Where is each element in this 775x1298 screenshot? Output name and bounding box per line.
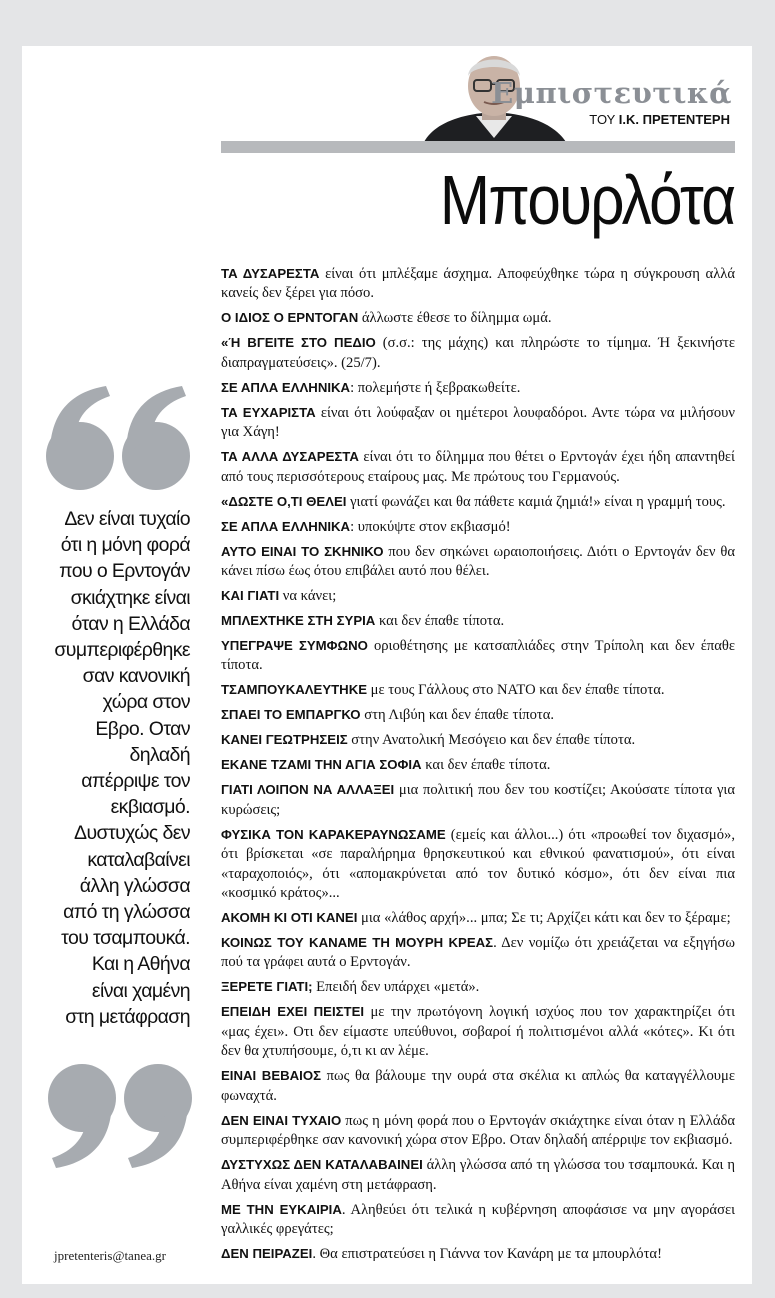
paragraph-lead: ΥΠΕΓΡΑΨΕ ΣΥΜΦΩΝΟ: [221, 638, 368, 654]
byline: [589, 112, 730, 127]
paragraph-text: . Δεν νομίζω ότι χρειάζεται να εξηγήσω πού τα γράφει αυτά ο Ερντογάν.: [221, 935, 735, 971]
pull-quote-line: δηλαδή: [129, 743, 190, 766]
article-paragraph: [221, 977, 735, 997]
pull-quote-line: απέρριψε τον: [81, 770, 190, 793]
article-paragraph: [221, 1111, 735, 1151]
article-paragraph: [221, 492, 735, 512]
paragraph-text: οριοθέτησης με κατσαπλιάδες στην Τρίπολη και δεν έπαθε τίποτα.: [221, 638, 736, 674]
pull-quote-line: Δυστυχώς δεν: [74, 822, 190, 845]
article-paragraph: [221, 1155, 735, 1195]
paragraph-lead: ΔΥΣΤΥΧΩΣ ΔΕΝ ΚΑΤΑΛΑΒΑΙΝΕΙ: [221, 1157, 423, 1173]
pull-quote-line: του τσαμπουκά.: [61, 927, 190, 950]
article-paragraph: [221, 264, 735, 304]
paragraph-lead: ΤΑ ΕΥΧΑΡΙΣΤΑ: [221, 404, 316, 420]
author-email: jpretenteris@tanea.gr: [54, 1248, 166, 1263]
paragraph-lead: ΤΑ ΔΥΣΑΡΕΣΤΑ: [221, 266, 320, 281]
paragraph-text: είναι ότι μπλέξαμε άσχημα. Αποφεύχθηκε τώρα η σύγκρουση αλλά κανείς δεν ξέρει για πόσο.: [221, 266, 735, 302]
pull-quote-line: Δεν είναι τυχαίο: [64, 508, 190, 530]
paragraph-lead: Ο ΙΔΙΟΣ Ο ΕΡΝΤΟΓΑΝ: [221, 310, 359, 326]
paragraph-text: (σ.σ.: της μάχης) και πληρώστε το τίμημα. Ή ξεκινήστε διαπραγματεύσεις». (25/7).: [221, 335, 735, 371]
pull-quote-line: άλλη γλώσσα: [79, 874, 190, 897]
paragraph-lead: ΦΥΣΙΚΑ ΤΟΝ ΚΑΡΑΚΕΡΑΥΝΩΣΑΜΕ: [221, 826, 446, 842]
paragraph-text: και δεν έπαθε τίποτα.: [421, 757, 551, 774]
pull-quote-line: σαν κανονική: [82, 665, 190, 688]
article-paragraph: [221, 1200, 735, 1240]
paragraph-text: (εμείς και άλλοι...) ότι «προωθεί τον διχασμό», ότι βρίσκεται «σε παραλήρημα θρησκευτικού και εθνικού φανατισμού», ότι είναι «ταραχοποιός», ότι «απομακρύνεται από τον δυτικό κόσμο», ότι δεν είναι πια «κοσμικό κράτος»...: [221, 826, 735, 902]
pull-quote-line: χώρα στον: [102, 691, 190, 714]
paragraph-lead: ΤΣΑΜΠΟΥΚΑΛΕΥΤΗΚΕ: [221, 682, 368, 698]
paragraph-text: Επειδή δεν υπάρχει «μετά».: [312, 979, 480, 996]
paragraph-text: με την πρωτόγονη λογική ισχύος που τον χαρακτηρίζει ότι «μας έχει». Οτι δεν είμαστε υπεύθυνοι, σοβαροί ή πολιτισμένοι αλλά «κότες». Κι ότι δεν θα χτυπήσουμε, ό,τι κι αν λέμε.: [221, 1004, 735, 1060]
article-paragraph: [221, 780, 735, 820]
article-paragraph: [221, 611, 735, 631]
pull-quote-line: Εβρο. Οταν: [95, 717, 190, 740]
pull-quote-line: συμπεριφέρθηκε: [54, 639, 190, 662]
column-name: Εμπιστευτικά: [491, 76, 732, 110]
article-paragraph: [221, 333, 735, 373]
pull-quote-line: όταν η Ελλάδα: [71, 612, 190, 635]
paragraph-text: είναι ότι λούφαξαν οι ημέτεροι λουφαδόροι. Αντε τώρα να μιλήσουν για Χάγη!: [221, 404, 735, 441]
paragraph-lead: ΞΕΡΕΤΕ ΓΙΑΤΙ;: [221, 979, 313, 995]
article-paragraph: [221, 705, 735, 725]
article-paragraph: [221, 636, 735, 676]
byline-author: Ι.Κ. ΠΡΕΤΕΝΤΕΡΗ: [618, 112, 730, 127]
paragraph-lead: ΤΑ ΑΛΛΑ ΔΥΣΑΡΕΣΤΑ: [221, 449, 359, 465]
paragraph-lead: ΜΕ ΤΗΝ ΕΥΚΑΙΡΙΑ: [221, 1201, 342, 1217]
paragraph-text: άλλη γλώσσα από τη γλώσσα του τσαμπουκά. Και η Αθήνα είναι χαμένη στη μετάφραση.: [221, 1157, 735, 1193]
paragraph-lead: ΚΑΝΕΙ ΓΕΩΤΡΗΣΕΙΣ: [221, 732, 348, 748]
pull-quote-line: που ο Ερντογάν: [59, 560, 190, 583]
paragraph-text: . Αληθεύει ότι τελικά η κυβέρνηση αποφάσισε να μην αγοράσει γαλλικές φρεγάτες;: [221, 1201, 735, 1237]
pull-quote-line: ότι η μόνη φορά: [60, 534, 190, 557]
article-paragraph: [221, 933, 735, 973]
article-paragraph: [221, 680, 735, 700]
paragraph-text: : πολεμήστε ή ξεβρακωθείτε.: [350, 379, 521, 396]
paragraph-text: μια πολιτική που δεν του κοστίζει; Ακούσατε τίποτα για κυρώσεις;: [221, 782, 735, 818]
paragraph-lead: ΓΙΑΤΙ ΛΟΙΠΟΝ ΝΑ ΑΛΛΑΞΕΙ: [221, 782, 395, 798]
header-rule: [221, 141, 735, 153]
paragraph-text: πως θα βάλουμε την ουρά στα σκέλια κι απλώς θα καταγγέλλουμε φωναχτά.: [221, 1068, 735, 1104]
byline-prefix: ΤΟΥ: [589, 112, 616, 127]
paragraph-lead: ΑΚΟΜΗ ΚΙ ΟΤΙ ΚΑΝΕΙ: [221, 910, 358, 926]
pull-quote-line: από τη γλώσσα: [63, 901, 190, 924]
paragraph-lead: ΔΕΝ ΠΕΙΡΑΖΕΙ: [221, 1245, 313, 1261]
pull-quote-line: εκβιασμό.: [110, 796, 190, 819]
article-paragraph: [221, 1002, 735, 1061]
paragraph-text: πως η μόνη φορά που ο Ερντογάν σκιάχτηκε είναι όταν η Ελλάδα συμπεριφέρθηκε σαν κανονική χώρα στον Εβρο. Οταν δηλαδή απέρριψε τον εκβιασμό.: [221, 1112, 735, 1149]
paragraph-text: άλλωστε έθεσε το δίλημμα ωμά.: [358, 310, 552, 327]
article-paragraph: [221, 825, 735, 904]
paragraph-text: μια «λάθος αρχή»... μπα; Σε τι; Αρχίζει κάτι και δεν το ξέραμε;: [357, 910, 731, 927]
paragraph-lead: ΚΟΙΝΩΣ ΤΟΥ ΚΑΝΑΜΕ ΤΗ ΜΟΥΡΗ ΚΡΕΑΣ: [221, 935, 494, 951]
article-paragraph: [221, 755, 735, 775]
article-paragraph: [221, 908, 735, 928]
paragraph-lead: ΑΥΤΟ ΕΙΝΑΙ ΤΟ ΣΚΗΝΙΚΟ: [221, 543, 384, 559]
paragraph-lead: ΣΕ ΑΠΛΑ ΕΛΛΗΝΙΚΑ: [221, 379, 351, 395]
paragraph-lead: ΕΙΝΑΙ ΒΕΒΑΙΟΣ: [221, 1068, 322, 1084]
pull-quote-line: στη μετάφραση: [65, 1005, 190, 1028]
open-quote-icon: [40, 384, 200, 494]
paragraph-text: και δεν έπαθε τίποτα.: [375, 613, 505, 630]
pull-quote: [22, 506, 190, 1030]
paragraph-lead: ΜΠΛΕΧΤΗΚΕ ΣΤΗ ΣΥΡΙΑ: [221, 613, 376, 629]
article-paragraph: [221, 308, 735, 328]
paragraph-text: με τους Γάλλους στο ΝΑΤΟ και δεν έπαθε τίποτα.: [367, 682, 665, 699]
article-paragraph: [221, 542, 735, 582]
paragraph-lead: ΚΑΙ ΓΙΑΤΙ: [221, 588, 280, 604]
paragraph-lead: ΣΕ ΑΠΛΑ ΕΛΛΗΝΙΚΑ: [221, 518, 351, 534]
paragraph-text: στην Ανατολική Μεσόγειο και δεν έπαθε τίποτα.: [347, 732, 636, 749]
headline: Μπουρλότα: [439, 161, 734, 239]
paragraph-lead: ΕΚΑΝΕ ΤΖΑΜΙ ΤΗΝ ΑΓΙΑ ΣΟΦΙΑ: [221, 757, 422, 773]
paragraph-lead: ΔΕΝ ΕΙΝΑΙ ΤΥΧΑΙΟ: [221, 1112, 342, 1128]
paragraph-text: που δεν σηκώνει ωραιοποιήσεις. Διότι ο Ερντογάν δεν θα κάνει πίσω έως ότου επιβάλει αυτό που θέλει.: [221, 543, 735, 580]
paragraph-text: είναι ότι το δίλημμα που θέτει ο Ερντογάν έχει ήδη απαντηθεί από τους περισσότερους εταίρους μας. Με πρώτους του Γερμανούς.: [221, 449, 735, 485]
paragraph-lead: ΣΠΑΕΙ ΤΟ ΕΜΠΑΡΓΚΟ: [221, 707, 361, 723]
article-paragraph: [221, 1066, 735, 1106]
pull-quote-line: είναι χαμένη: [91, 979, 190, 1002]
article-paragraph: [221, 378, 735, 398]
paragraph-text: . Θα επιστρατεύσει η Γιάννα τον Κανάρη με τα μπουρλότα!: [312, 1245, 662, 1262]
pull-quote-line: καταλαβαίνει: [87, 848, 190, 871]
pull-quote-line: Και η Αθήνα: [91, 953, 190, 976]
paragraph-text: στη Λιβύη και δεν έπαθε τίποτα.: [360, 707, 555, 724]
article-paragraph: [221, 1244, 735, 1264]
article-paragraph: [221, 517, 735, 537]
paragraph-lead: ΕΠΕΙΔΗ ΕΧΕΙ ΠΕΙΣΤΕΙ: [221, 1004, 365, 1020]
article-paragraph: [221, 403, 735, 443]
article-paragraph: [221, 586, 735, 606]
close-quote-icon: [40, 1060, 200, 1170]
article-body: [221, 264, 735, 1269]
article-page: [22, 46, 752, 1284]
paragraph-lead: «ΔΩΣΤΕ Ο,ΤΙ ΘΕΛΕΙ: [221, 493, 347, 509]
article-paragraph: [221, 730, 735, 750]
pull-quote-line: σκιάχτηκε είναι: [70, 586, 190, 609]
paragraph-text: : υποκύψτε στον εκβιασμό!: [350, 518, 511, 535]
paragraph-text: να κάνει;: [279, 588, 337, 605]
paragraph-lead: «Ή ΒΓΕΙΤΕ ΣΤΟ ΠΕΔΙΟ: [221, 335, 376, 351]
article-paragraph: [221, 447, 735, 487]
paragraph-text: γιατί φωνάζει και θα πάθετε καμιά ζημιά!» είναι η γραμμή τους.: [346, 493, 726, 510]
